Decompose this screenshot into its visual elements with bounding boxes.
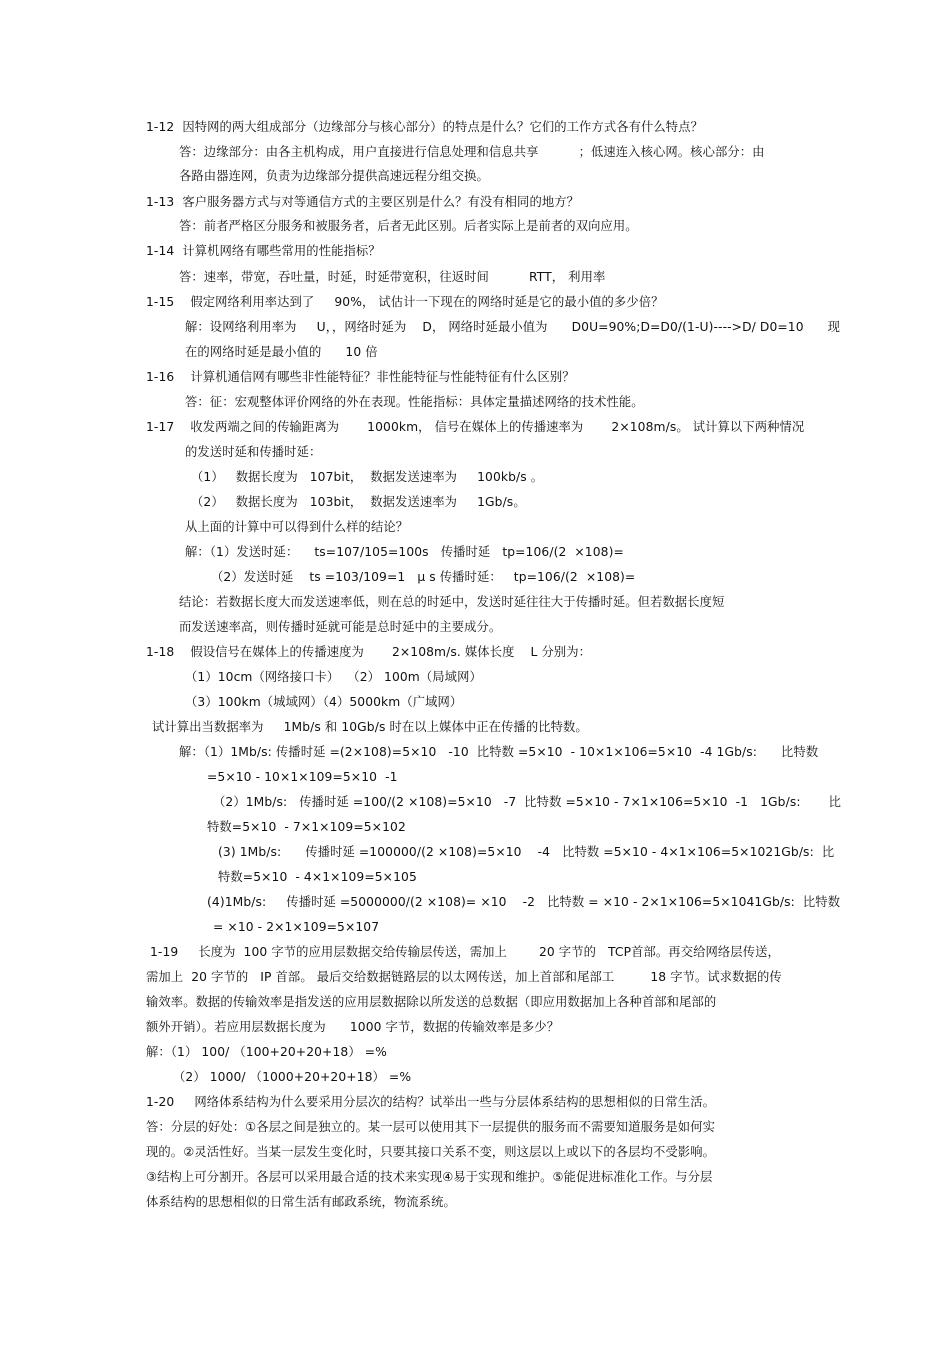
answer-1-14: 答：速率，带宽，吞吐量，时延，时延带宽积，往返时间 RTT， 利用率 [179, 270, 606, 284]
answer-1-19-1: 解：（1） 100/ （100+20+20+18） =% [146, 1045, 387, 1059]
answer-1-18-2-line1: （2）1Mb/s: 传播时延 =100/(2 ×108)=5×10 -7 比特数 =5×10 - 7×1×106=5×10 -1 1Gb/s: 比 [213, 795, 842, 809]
answer-1-18-1-line1: 解：（1）1Mb/s: 传播时延 =(2×108)=5×10 -10 比特数 =5×10 - 10×1×106=5×10 -4 1Gb/s: 比特数 [179, 745, 819, 759]
question-1-20: 1-20 网络体系结构为什么要采用分层次的结构？试举出一些与分层体系结构的思想相似的日常生活。 [146, 1095, 716, 1109]
question-1-17-line2: 的发送时延和传播时延： [185, 445, 322, 459]
answer-1-18-4-line2: = ×10 - 2×1×109=5×107 [213, 920, 380, 934]
answer-1-18-1-line2: =5×10 - 10×1×109=5×10 -1 [207, 770, 398, 784]
answer-1-18-2-line2: 特数=5×10 - 7×1×109=5×102 [207, 820, 406, 834]
answer-1-18-4-line1: (4)1Mb/s: 传播时延 =5000000/(2 ×108)= ×10 -2 比特数 = ×10 - 2×1×106=5×1041Gb/s: 比特数 [207, 895, 841, 909]
question-1-12: 1-12 因特网的两大组成部分（边缘部分与核心部分）的特点是什么？它们的工作方式各有什么特点？ [146, 120, 703, 134]
answer-1-15-line2: 在的网络时延是最小值的 10 倍 [185, 345, 378, 359]
answer-1-16: 答：征：宏观整体评价网络的外在表现。性能指标：具体定量描述网络的技术性能。 [185, 395, 644, 409]
question-1-18-items2: （3）100km（城域网）（4）5000km（广域网） [185, 695, 463, 709]
question-1-14: 1-14 计算机网络有哪些常用的性能指标？ [146, 244, 381, 258]
question-1-16: 1-16 计算机通信网有哪些非性能特征？非性能特征与性能特征有什么区别？ [146, 370, 575, 384]
answer-1-19-2: （2） 1000/ （1000+20+20+18） =% [173, 1070, 412, 1084]
answer-1-20-line1: 答：分层的好处：①各层之间是独立的。某一层可以使用其下一层提供的服务而不需要知道服务是如何实 [146, 1120, 715, 1134]
question-1-19-line3: 输效率。数据的传输效率是指发送的应用层数据除以所发送的总数据（即应用数据加上各种首部和尾部的 [146, 995, 717, 1009]
answer-1-20-line4: 体系结构的思想相似的日常生活有邮政系统，物流系统。 [146, 1195, 456, 1209]
answer-1-20-line2: 现的。②灵活性好。当某一层发生变化时，只要其接口关系不变，则这层以上或以下的各层均不受影响。 [146, 1145, 715, 1159]
question-1-19-line1: 1-19 长度为 100 字节的应用层数据交给传输层传送，需加上 20 字节的 TCP首部。再交给网络层传送， [150, 945, 780, 959]
answer-1-13: 答：前者严格区分服务和被服务者，后者无此区别。后者实际上是前者的双向应用。 [179, 219, 638, 233]
question-1-17-line1: 1-17 收发两端之间的传输距离为 1000km， 信号在媒体上的传播速率为 2×108m/s。 试计算以下两种情况 [146, 420, 805, 434]
answer-1-12-line2: 各路由器连网，负责为边缘部分提供高速远程分组交换。 [179, 169, 489, 183]
question-1-19-line4: 额外开销）。若应用层数据长度为 1000 字节，数据的传输效率是多少？ [146, 1020, 560, 1034]
answer-1-12-line1: 答：边缘部分：由各主机构成，用户直接进行信息处理和信息共享 ；低速连入核心网。核心部分：由 [179, 145, 765, 159]
question-1-15: 1-15 假定网络利用率达到了 90%， 试估计一下现在的网络时延是它的最小值的多少倍？ [146, 295, 664, 309]
answer-1-20-line3: ③结构上可分割开。各层可以采用最合适的技术来实现④易于实现和维护。⑤能促进标准化工作。与分层 [146, 1170, 713, 1184]
question-1-17-item2: （2） 数据长度为 103bit， 数据发送速率为 1Gb/s。 [191, 495, 526, 509]
conclusion-1-17-line1: 结论：若数据长度大而发送速率低，则在总的时延中，发送时延往往大于传播时延。但若数据长度短 [179, 595, 725, 609]
question-1-18-line2: 试计算出当数据率为 1Mb/s 和 10Gb/s 时在以上媒体中正在传播的比特数。 [152, 720, 588, 734]
answer-1-17-line1: 解：（1）发送时延： ts=107/105=100s 传播时延 tp=106/(2 ×108)= [185, 545, 624, 559]
answer-1-18-3-line1: (3) 1Mb/s: 传播时延 =100000/(2 ×108)=5×10 -4 比特数 =5×10 - 4×1×106=5×1021Gb/s: 比 [218, 845, 835, 859]
question-1-18: 1-18 假设信号在媒体上的传播速度为 2×108m/s. 媒体长度 L 分别为： [146, 645, 592, 659]
answer-1-17-line2: （2）发送时延 ts =103/109=1 μ s 传播时延： tp=106/(2 ×108)= [211, 570, 636, 584]
question-1-19-line2: 需加上 20 字节的 IP 首部。 最后交给数据链路层的以太网传送，加上首部和尾部工 18 字节。试求数据的传 [146, 970, 782, 984]
question-1-17-line3: 从上面的计算中可以得到什么样的结论？ [185, 520, 409, 534]
question-1-18-items1: （1）10cm（网络接口卡） （2） 100m（局域网） [185, 670, 482, 684]
answer-1-15-line1: 解：设网络利用率为 U，，网络时延为 D， 网络时延最小值为 D0U=90%;D=D0/(1-U)---->D/ D0=10 现 [185, 320, 841, 334]
question-1-17-item1: （1） 数据长度为 107bit， 数据发送速率为 100kb/s 。 [191, 470, 544, 484]
question-1-13: 1-13 客户服务器方式与对等通信方式的主要区别是什么？有没有相同的地方？ [146, 195, 580, 209]
answer-1-18-3-line2: 特数=5×10 - 4×1×109=5×105 [218, 870, 417, 884]
conclusion-1-17-line2: 而发送速率高，则传播时延就可能是总时延中的主要成分。 [179, 620, 502, 634]
